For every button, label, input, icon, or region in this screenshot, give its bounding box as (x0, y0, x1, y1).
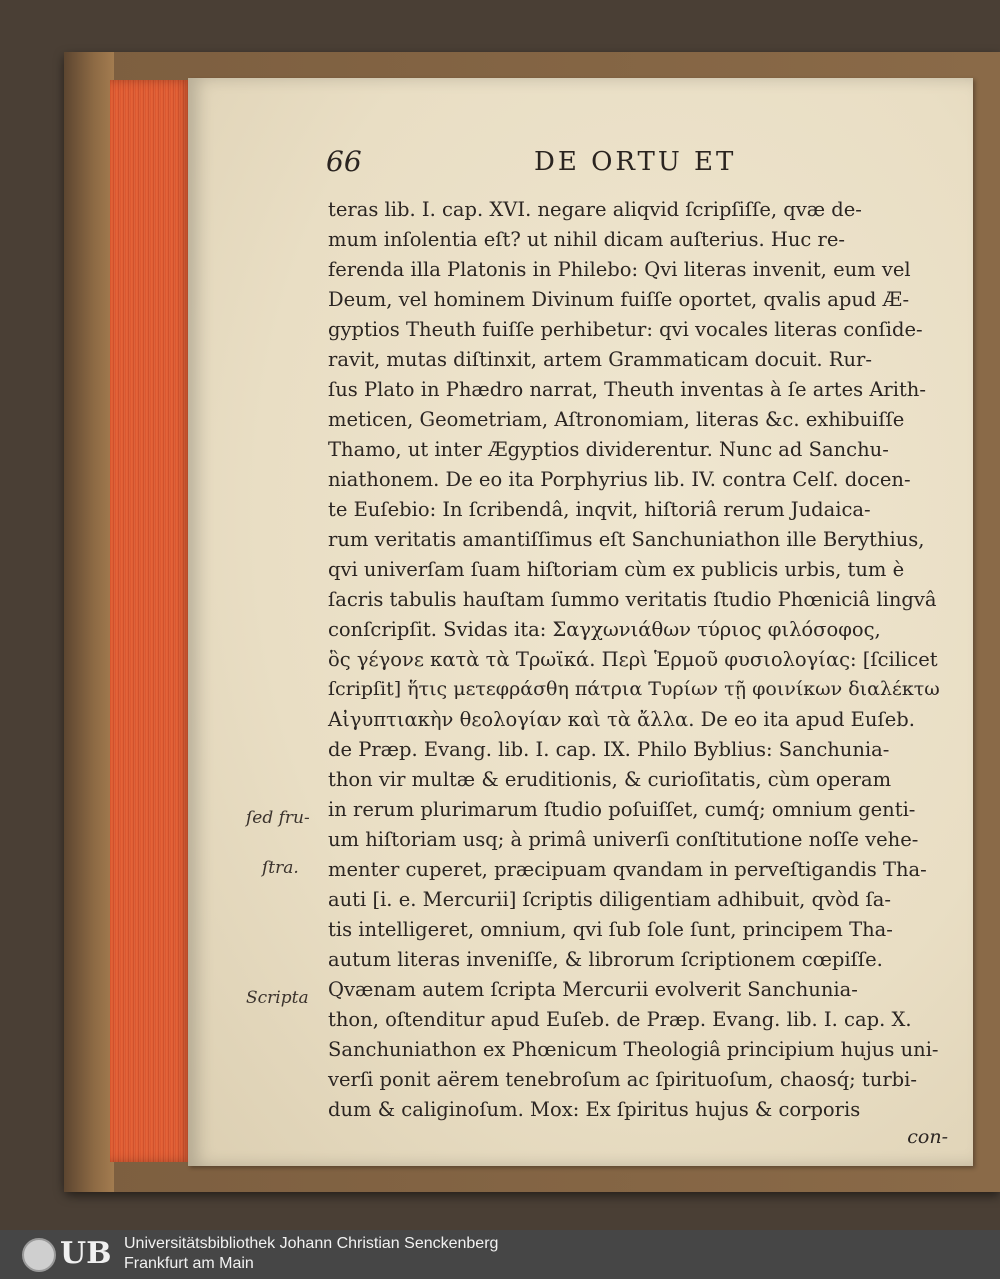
text-line: qvi univerſam ſuam hiſtoriam cùm ex publicis urbis, tum è (328, 558, 905, 581)
catchword: con- (907, 1126, 948, 1148)
text-line: Qvænam autem ſcripta Mercurii evolverit Sanchunia- (328, 978, 858, 1001)
text-line: mum inſolentia eſt? ut nihil dicam auſterius. Huc re- (328, 228, 845, 251)
text-line: autum literas inveniſſe, & librorum ſcriptionem cœpiſſe. (328, 948, 883, 971)
text-line: verſi ponit aërem tenebroſum ac ſpirituoſum, chaosq́; turbi- (328, 1068, 917, 1091)
text-line: um hiſtoriam usq; à primâ univerſi conſtitutione noſſe vehe- (328, 828, 919, 851)
page-number: 66 (326, 145, 362, 178)
margin-note: ſtra. (262, 858, 299, 878)
library-footer (0, 1230, 1000, 1279)
text-line: Sanchuniathon ex Phœnicum Theologiâ principium hujus uni- (328, 1038, 939, 1061)
text-line: Deum, vel hominem Divinum fuiſſe oportet, qvalis apud Æ- (328, 288, 910, 311)
text-line: ſus Plato in Phædro narrat, Theuth inventas à ſe artes Arith- (328, 378, 926, 401)
text-line: Αἰγυπτιακὴν θεολογίαν καὶ τὰ ἄλλα. De eo ita apud Euſeb. (328, 708, 915, 731)
text-line: ὃς γέγονε κατὰ τὰ Τρωϊκά. Περὶ Ἑρμοῦ φυσιολογίας: [ſcilicet (328, 648, 938, 671)
text-line: ſcripſit] ἥτις μετεφράσθη πάτρια Τυρίων τῇ φοινίκων διαλέκτω (328, 678, 940, 700)
page-header (326, 145, 966, 185)
text-line: gyptios Theuth fuiſſe perhibetur: qvi vocales literas conſide- (328, 318, 923, 341)
text-line: menter cuperet, præcipuam qvandam in perveſtigandis Tha- (328, 858, 927, 881)
text-line: de Præp. Evang. lib. I. cap. IX. Philo Byblius: Sanchunia- (328, 738, 890, 761)
text-line: rum veritatis amantiſſimus eſt Sanchuniathon ille Berythius, (328, 528, 925, 551)
ub-logo (60, 1236, 114, 1272)
text-line: ravit, mutas diſtinxit, artem Grammaticam docuit. Rur- (328, 348, 872, 371)
text-line: meticen, Geometriam, Aſtronomiam, literas &c. exhibuiſſe (328, 408, 905, 431)
book-spine-edge (64, 52, 114, 1192)
text-line: tis intelligeret, omnium, qvi ſub ſole ſunt, principem Tha- (328, 918, 893, 941)
text-line: teras lib. I. cap. XVI. negare aliqvid ſcripſiſſe, qvæ de- (328, 198, 862, 221)
text-line: ferenda illa Platonis in Philebo: Qvi literas invenit, eum vel (328, 258, 911, 281)
text-line: ſacris tabulis hauſtam ſummo veritatis ſtudio Phœniciâ lingvâ (328, 588, 937, 611)
library-seal-icon (22, 1238, 56, 1272)
text-line: conſcripſit. Svidas ita: Σαγχωνιάθων τύριος φιλόσοφος, (328, 618, 881, 641)
margin-note: Scripta (246, 988, 309, 1008)
library-name: Universitätsbibliothek Johann Christian Senckenberg (124, 1235, 499, 1252)
text-line: Thamo, ut inter Ægyptios dividerentur. Nunc ad Sanchu- (328, 438, 889, 461)
text-line: te Euſebio: In ſcribendâ, inqvit, hiſtoriâ rerum Judaica- (328, 498, 871, 521)
margin-note: ſed fru- (246, 808, 310, 828)
text-line: dum & caliginoſum. Mox: Ex ſpiritus hujus & corporis (328, 1098, 861, 1121)
ub-logo-text: UB (60, 1236, 112, 1271)
red-page-edges (110, 80, 192, 1162)
text-line: thon, oſtenditur apud Euſeb. de Præp. Evang. lib. I. cap. X. (328, 1008, 912, 1031)
text-line: niathonem. De eo ita Porphyrius lib. IV. contra Celſ. docen- (328, 468, 911, 491)
text-line: thon vir multæ & eruditionis, & curioſitatis, cùm operam (328, 768, 892, 791)
library-location: Frankfurt am Main (124, 1255, 254, 1272)
text-line: auti [i. e. Mercurii] ſcriptis diligentiam adhibuit, qvòd ſa- (328, 888, 891, 911)
running-head: DE ORTU ET (534, 147, 737, 177)
text-line: in rerum plurimarum ſtudio poſuiſſet, cumq́; omnium genti- (328, 798, 916, 821)
